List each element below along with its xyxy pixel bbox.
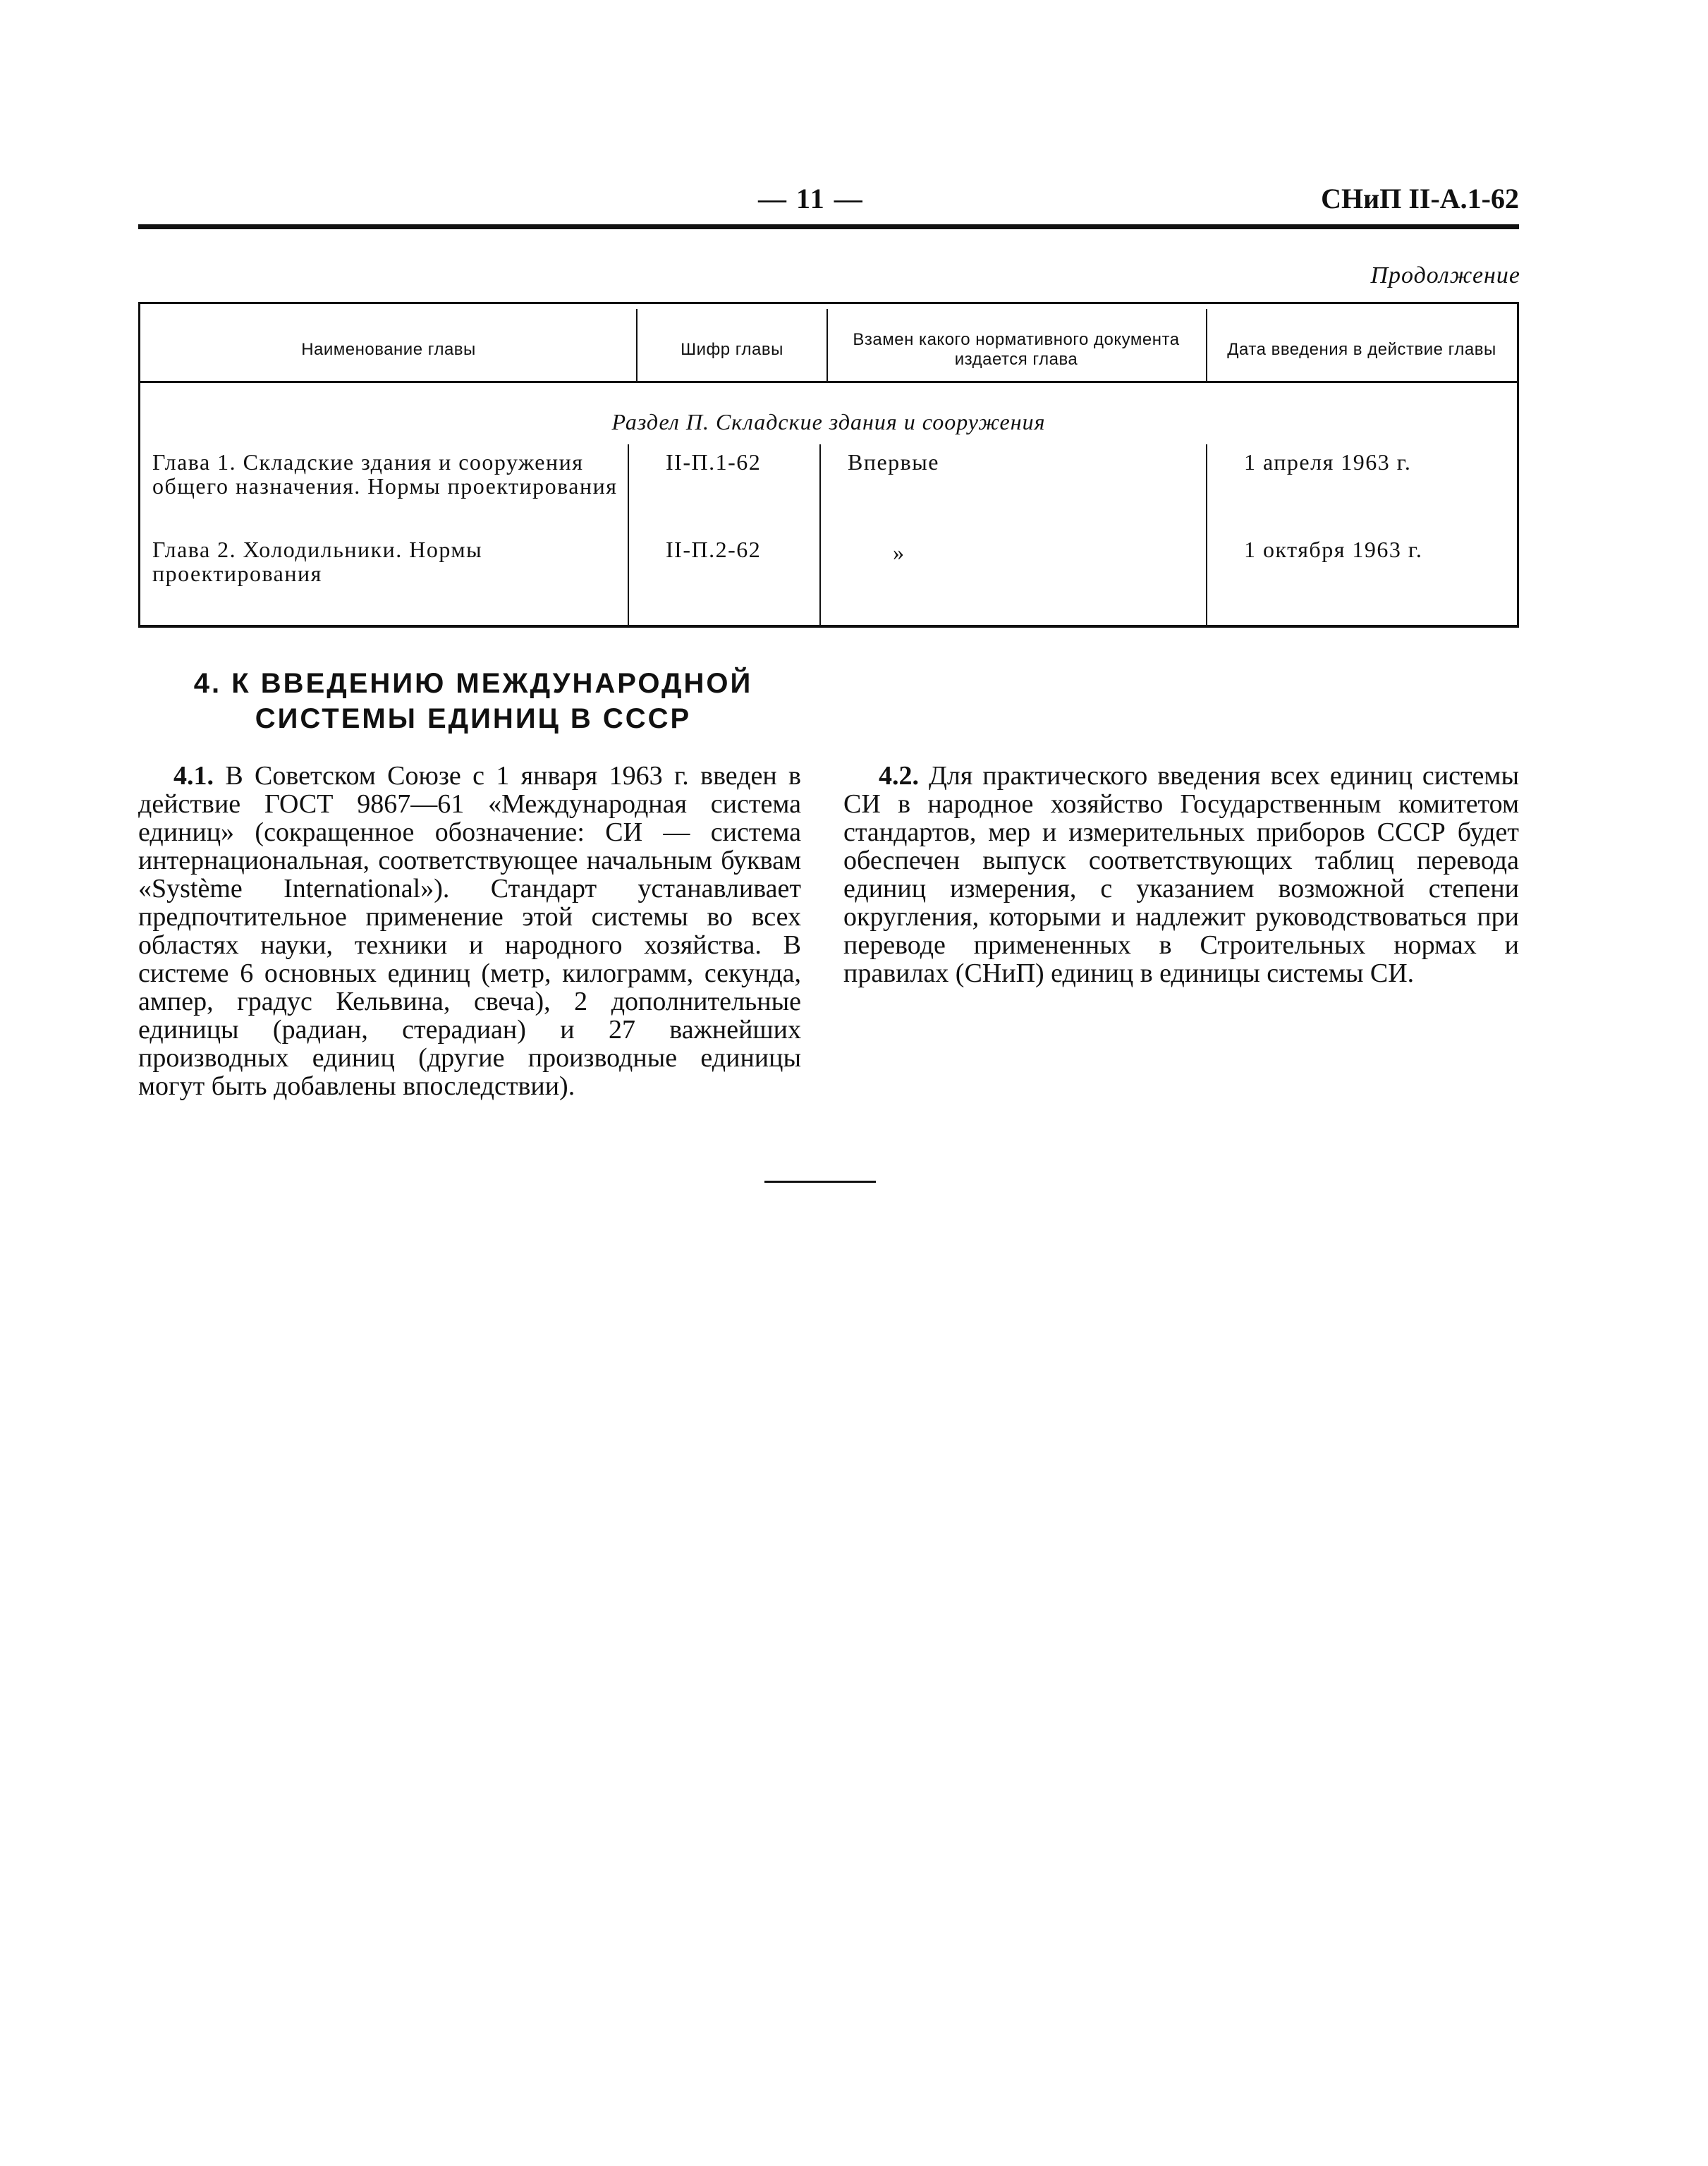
paragraph-4-2 xyxy=(843,762,1519,987)
table-section-title: Раздел П. Складские здания и сооружения xyxy=(611,409,1046,434)
paragraph-4-1-text: В Советском Союзе с 1 января 1963 г. введен в действие ГОСТ 9867—61 «Международная система единиц» (сокращенное обозначение: СИ — система интернациональная, соответствующее начальным буквам «Système International»). Стандарт устанавливает предпочтительное применение этой системы во всех областях науки, техники и народного хозяйства. В системе 6 основных единиц (метр, килограмм, секунда, ампер, градус Кельвина, свеча), 2 дополнительные единицы (радиан, стерадиан) и 27 важнейших производных единиц (другие производные единицы могут быть добавлены впоследствии). xyxy=(138,761,802,1101)
header-divider-1 xyxy=(636,309,638,381)
table-left-border xyxy=(138,302,140,628)
row-1-date: 1 апреля 1963 г. xyxy=(1244,449,1412,475)
paragraph-4-1 xyxy=(138,762,801,1100)
paragraph-4-1-number: 4.1. xyxy=(173,761,214,791)
table-header-bottom-border xyxy=(138,381,1519,383)
header-divider-3 xyxy=(1206,309,1207,381)
column-header-name: Наименование главы xyxy=(301,340,476,359)
column-header-code: Шифр главы xyxy=(681,340,783,359)
paragraph-4-2-text: Для практического введения всех единиц системы СИ в народное хозяйство Государственным комитетом стандартов, мер и измерительных приборов СССР будет обеспечен выпуск соответствующих таблиц перевода единиц измерения, с указанием возможной степени округления, которыми и надлежит руководствоваться при переводе примененных в Строительных нормах и правилах (СНиП) единиц в единицы системы СИ. xyxy=(843,761,1519,988)
chapters-table xyxy=(138,302,1519,628)
row-1-code: II-П.1-62 xyxy=(666,449,762,475)
page-number: — 11 — xyxy=(758,183,864,214)
table-bottom-border xyxy=(138,625,1519,628)
header-rule xyxy=(138,224,1519,229)
column-header-date: Дата введения в действие главы xyxy=(1227,340,1496,359)
row-2-code: II-П.2-62 xyxy=(666,537,762,562)
row-1-replaces: Впервые xyxy=(848,449,939,475)
row-2-replaces: » xyxy=(893,540,905,565)
paragraph-4-2-number: 4.2. xyxy=(879,761,919,791)
header-divider-2 xyxy=(826,309,828,381)
end-rule xyxy=(764,1181,876,1183)
document-code: СНиП II-А.1-62 xyxy=(1321,183,1519,214)
row-2-name: Глава 2. Холодильники. Нормы проектирования xyxy=(152,537,483,586)
column-header-replaces: Взамен какого нормативного документа издается глава xyxy=(853,330,1180,369)
continuation-label: Продолжение xyxy=(1370,262,1520,288)
section-heading: 4. К ВВЕДЕНИЮ МЕЖДУНАРОДНОЙ СИСТЕМЫ ЕДИНИЦ В СССР xyxy=(193,668,753,734)
table-top-border xyxy=(138,302,1519,304)
row-1-name: Глава 1. Складские здания и сооружения общего назначения. Нормы проектирования xyxy=(152,449,618,499)
row-2-date: 1 октября 1963 г. xyxy=(1244,537,1423,562)
